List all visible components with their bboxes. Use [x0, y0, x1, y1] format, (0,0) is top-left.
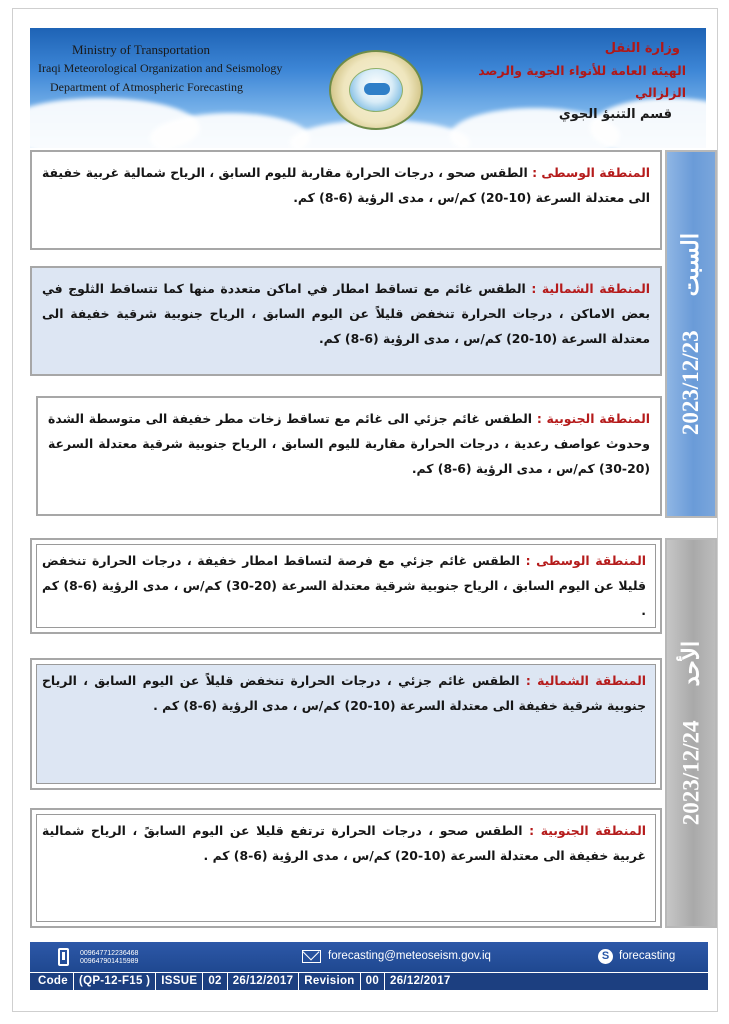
issue-number: 02 [203, 973, 227, 990]
phone-number: 009647901415989 [80, 958, 139, 965]
region-forecast-text: الطقس غائم جزئي الى غائم مع تساقط زخات مطر خفيفة الى متوسطة الشدة وحدوث عواصف رعدية ، درجات الحرارة مقاربة لليوم السابق ، الرياح جنوبية شرقية معتدلة السرعة (20-30) كم/س ، مدى الرؤية (6-8) كم. [48, 411, 650, 476]
code-value: (QP-12-F15 ) [74, 973, 156, 990]
header-banner [30, 28, 706, 148]
day-forecast-sunday [30, 538, 717, 928]
day-name: السبت [678, 232, 704, 297]
region-name: المنطقة الجنوبية : [529, 823, 646, 838]
email-icon [302, 950, 321, 963]
revision-number: 00 [361, 973, 385, 990]
region-forecast-text: الطقس صحو ، درجات الحرارة مقاربة لليوم السابق ، الرياح شمالية غربية خفيفة الى معتدلة السرعة (10-20) كم/س ، مدى الرؤية (6-8) كم. [42, 165, 650, 205]
email-link[interactable]: forecasting@meteoseism.gov.iq [328, 950, 491, 962]
skype-handle: forecasting [619, 950, 676, 962]
region-name: المنطقة الوسطى : [525, 553, 646, 568]
region-name: المنطقة الشمالية : [531, 281, 650, 296]
document-code-bar [30, 973, 708, 990]
skype-icon: S [598, 949, 613, 964]
phone-icon [58, 948, 69, 966]
region-box-central [30, 538, 662, 634]
day-date-column [665, 538, 717, 928]
forecast-date: 2023/12/24 [678, 720, 703, 826]
region-box-northern [30, 658, 662, 790]
region-forecast-text: الطقس غائم مع تساقط امطار في اماكن متعددة منها كما تتساقط الثلوج في بعض الاماكن ، درجات الحرارة تنخفض قليلاً عن اليوم السابق ، الرياح جنوبية شرقية خفيفة الى معتدلة السرعة (10-20) كم/س ، مدى الرؤية (6-8) كم. [42, 281, 650, 346]
footer [30, 942, 708, 990]
organization-name-en: Iraqi Meteorological Organization and Seismology [38, 61, 283, 75]
region-box-southern [30, 808, 662, 928]
ministry-name-en: Ministry of Transportation [72, 42, 210, 57]
region-box-central [30, 150, 662, 250]
issue-label: ISSUE [156, 973, 203, 990]
contact-bar [30, 942, 708, 972]
code-label: Code [30, 973, 74, 990]
region-box-southern [36, 396, 662, 516]
issue-date: 26/12/2017 [228, 973, 300, 990]
revision-label: Revision [299, 973, 360, 990]
organization-name-ar: الهيئة العامة للأنواء الجوية والرصد الزلزالي [478, 63, 686, 100]
region-name: المنطقة الوسطى : [532, 165, 650, 180]
ministry-name-ar: وزارة النقل [604, 41, 680, 56]
logo-cloud-icon [364, 83, 390, 95]
region-forecast-text: الطقس غائم جزئي ، درجات الحرارة تنخفض قليلاً عن اليوم السابق ، الرياح جنوبية شرقية خفيفة الى معتدلة السرعة (10-20) كم/س ، مدى الرؤية (6-8) كم . [42, 673, 646, 713]
day-date-label [678, 233, 704, 435]
day-name: الأحد [678, 640, 703, 687]
logo-emblem [349, 68, 403, 112]
day-forecast-saturday [30, 150, 717, 518]
forecast-date: 2023/12/23 [678, 330, 704, 436]
header-arabic-text [436, 38, 686, 126]
region-name: المنطقة الشمالية : [525, 673, 646, 688]
region-forecast-text: الطقس صحو ، درجات الحرارة ترتفع قليلا عن اليوم السابقً ، الرياح شمالية غربية خفيفة الى معتدلة السرعة (10-20) كم/س ، مدى الرؤية (6-8) كم . [42, 823, 646, 863]
phone-numbers [80, 950, 138, 966]
region-box-northern [30, 266, 662, 376]
organization-logo [329, 50, 423, 130]
day-date-column [665, 150, 717, 518]
phone-number: 009647712236468 [80, 950, 139, 957]
day-date-label [678, 641, 704, 826]
revision-date: 26/12/2017 [390, 975, 451, 987]
region-forecast-text: الطقس غائم جزئي مع فرصة لتساقط امطار خفيفة ، درجات الحرارة تنخفض قليلا عن اليوم السابق ، الرياح جنوبية شرقية معتدلة السرعة (20-30) كم/س ، مدى الرؤية (6-8) كم . [42, 553, 646, 618]
header-english-text [38, 40, 283, 97]
department-name-en: Department of Atmospheric Forecasting [50, 80, 243, 94]
region-name: المنطقة الجنوبية : [536, 411, 650, 426]
department-name-ar: قسم التنبؤ الجوي [558, 107, 672, 122]
